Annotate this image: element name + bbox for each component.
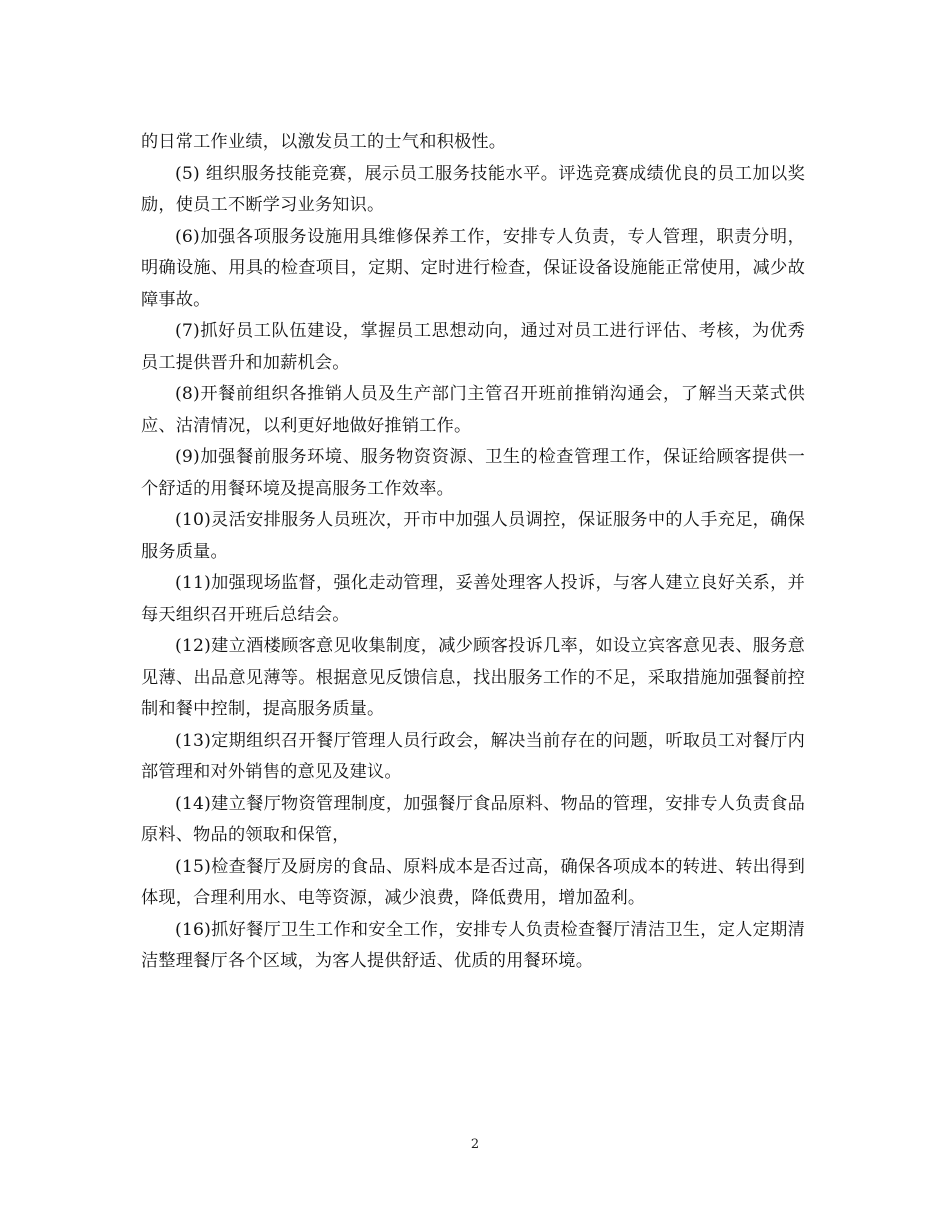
paragraph-continuation: 的日常工作业绩，以激发员工的士气和积极性。 bbox=[141, 132, 507, 152]
paragraph-item-7: (7)抓好员工队伍建设，掌握员工思想动向，通过对员工进行评估、考核，为优秀员工提供晋升和加薪机会。 bbox=[141, 321, 805, 373]
paragraph-item-11: (11)加强现场监督，强化走动管理，妥善处理客人投诉，与客人建立良好关系，并每天组织召开班后总结会。 bbox=[141, 573, 805, 625]
paragraph-item-16: (16)抓好餐厅卫生工作和安全工作，安排专人负责检查餐厅清洁卫生，定人定期清洁整理餐厅各个区域，为客人提供舒适、优质的用餐环境。 bbox=[141, 919, 805, 971]
paragraph-item-8: (8)开餐前组织各推销人员及生产部门主管召开班前推销沟通会，了解当天菜式供应、沽清情况，以利更好地做好推销工作。 bbox=[141, 384, 805, 436]
paragraph-item-13: (13)定期组织召开餐厅管理人员行政会，解决当前存在的问题，听取员工对餐厅内部管理和对外销售的意见及建议。 bbox=[141, 730, 805, 782]
paragraph-item-12: (12)建立酒楼顾客意见收集制度，减少顾客投诉几率，如设立宾客意见表、服务意见薄、出品意见薄等。根据意见反馈信息，找出服务工作的不足，采取措施加强餐前控制和餐中控制，提高服务质量。 bbox=[141, 636, 805, 719]
paragraph-item-6: (6)加强各项服务设施用具维修保养工作，安排专人负责，专人管理，职责分明，明确设施、用具的检查项目，定期、定时进行检查，保证设备设施能正常使用，减少故障事故。 bbox=[141, 226, 805, 310]
paragraph-item-10: (10)灵活安排服务人员班次，开市中加强人员调控，保证服务中的人手充足，确保服务质量。 bbox=[141, 510, 805, 562]
page-number: 2 bbox=[470, 1137, 480, 1152]
paragraph-item-9: (9)加强餐前服务环境、服务物资资源、卫生的检查管理工作，保证给顾客提供一个舒适的用餐环境及提高服务工作效率。 bbox=[141, 447, 805, 499]
document-body bbox=[141, 127, 805, 978]
paragraph-item-5: (5) 组织服务技能竞赛，展示员工服务技能水平。评选竞赛成绩优良的员工加以奖励，使员工不断学习业务知识。 bbox=[141, 163, 805, 215]
paragraph-item-15: (15)检查餐厅及厨房的食品、原料成本是否过高，确保各项成本的转进、转出得到体现，合理利用水、电等资源，减少浪费，降低费用，增加盈利。 bbox=[141, 856, 805, 908]
paragraph-item-14: (14)建立餐厅物资管理制度，加强餐厅食品原料、物品的管理，安排专人负责食品原料、物品的领取和保管， bbox=[141, 793, 805, 845]
